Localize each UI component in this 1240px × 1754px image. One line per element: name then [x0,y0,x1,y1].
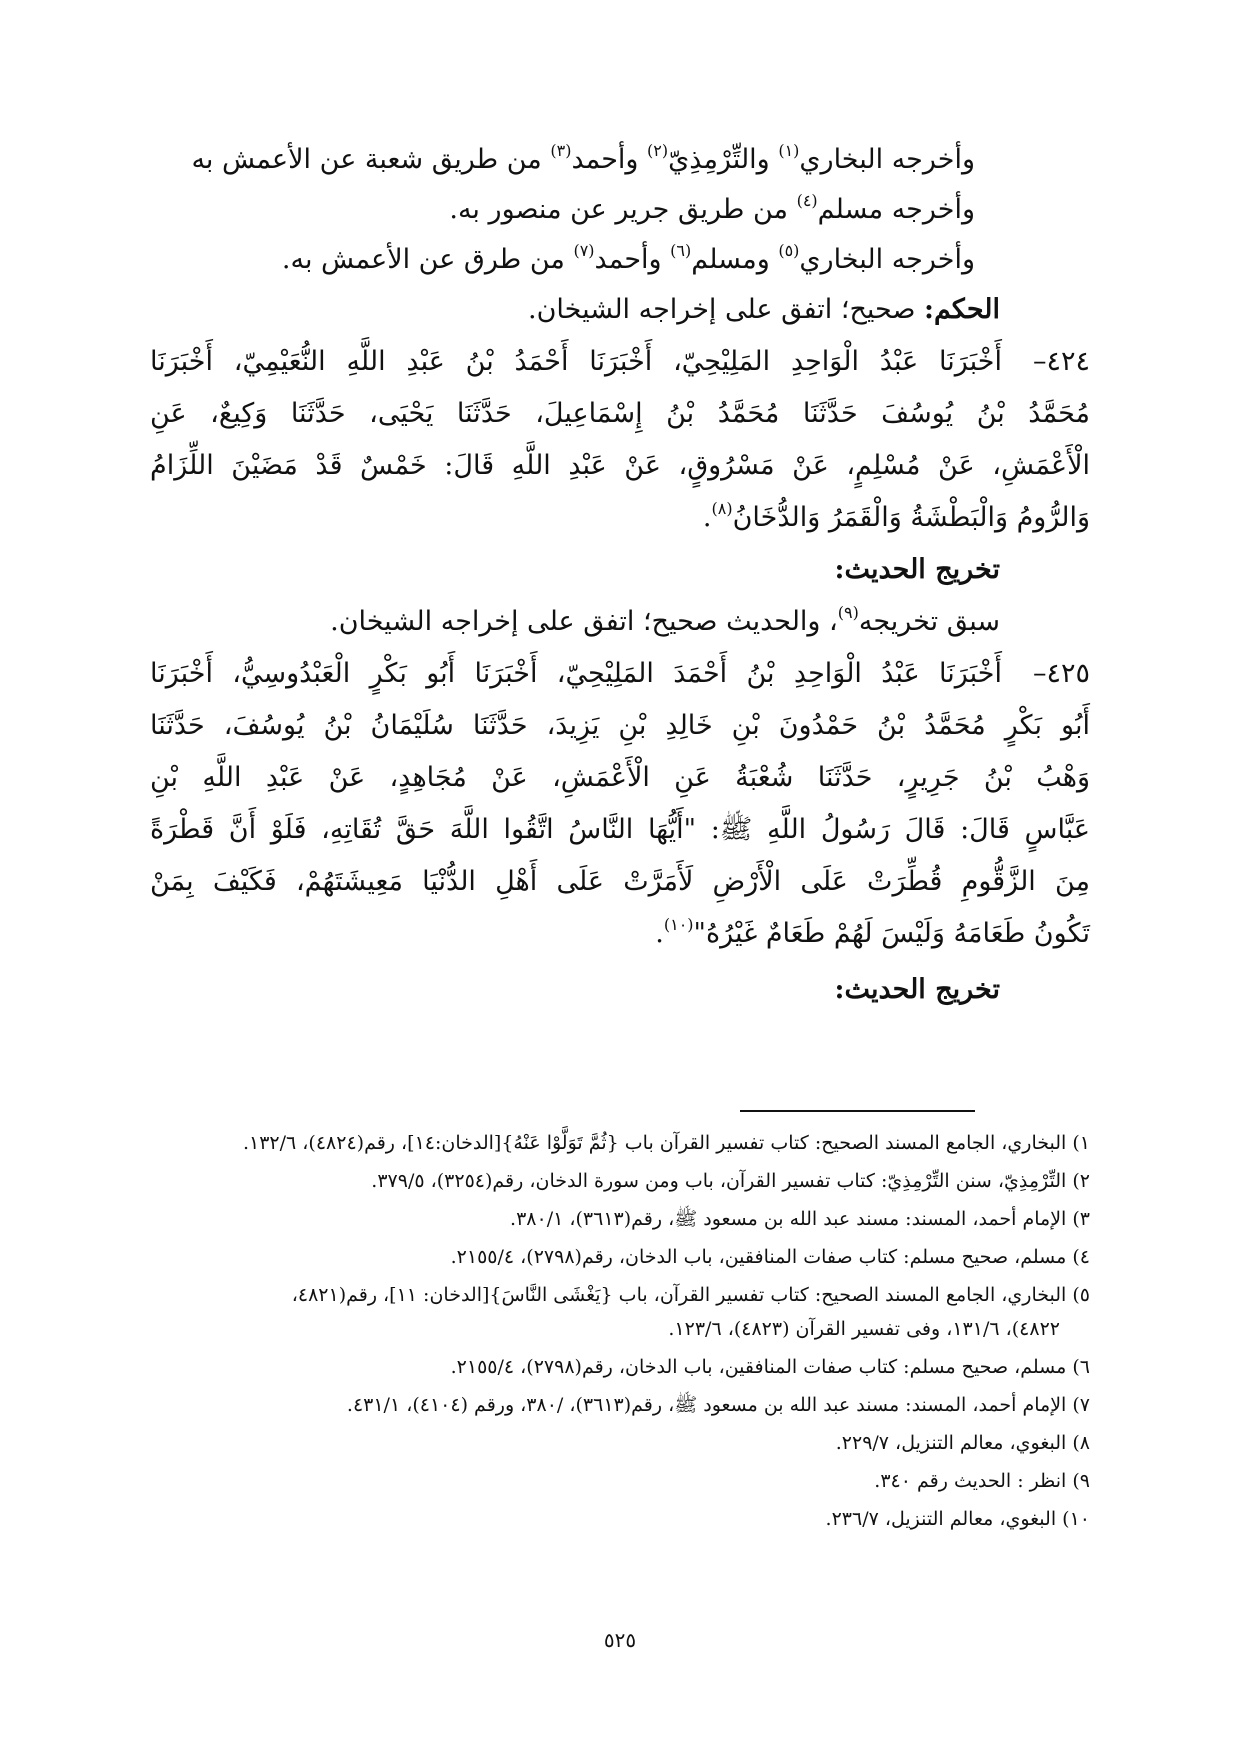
text-run: من طرق عن الأعمش به. [281,244,574,275]
hadith-424-line-2 [150,392,1090,436]
footnote-marker[interactable]: (٨) [711,499,733,518]
text-run: وأخرجه البخاري [799,144,975,175]
footnote-text: ٤٨٢٢)، ١٣١/٦، وفى تفسير القرآن (٤٨٢٣)، ١٢٣/٦. [668,1318,1060,1340]
hadith-425-line-4 [150,808,1090,852]
text-run: . [655,918,664,949]
footnote-marker[interactable]: (٩) [837,603,859,622]
text-line [150,238,975,282]
ruling-text: صحيح؛ اتفق على إخراجه الشيخان. [528,294,924,325]
footnote-marker[interactable]: (٥) [778,241,800,260]
footnote-10 [150,1504,1090,1534]
hadith-425-line-2 [150,704,1090,748]
footnote-text: ٢) التِّرْمِذِيّ، سنن التِّرْمِذِيّ: كتاب تفسير القرآن، باب ومن سورة الدخان، رقم(٣٢٥٤)، ٣٧٩/٥. [371,1170,1090,1192]
text-line [150,600,1000,644]
text-run: سبق تخريجه [858,606,1000,637]
text-run: وَالرُّومُ وَالْبَطْشَةُ وَالْقَمَرُ وَالدُّخَانُ [732,502,1090,533]
heading-text: تخريج الحديث: [834,974,1000,1005]
footnote-5-line-1 [150,1280,1090,1310]
footnote-separator [740,1110,975,1112]
text-run: ومسلم [691,244,779,275]
ruling-line [150,288,1000,332]
footnote-3 [150,1204,1090,1234]
text-line [150,138,975,182]
footnote-marker[interactable]: (١) [778,141,800,160]
footnote-text: ٣) الإمام أحمد، المسند: مسند عبد الله بن مسعود ﷺ، رقم(٣٦١٣)، ٣٨٠/١. [510,1208,1090,1230]
text-run: . [702,502,712,533]
hadith-number: ٤٢٥– [1032,658,1090,689]
hadith-424-line-1 [150,340,1090,384]
text-run: وَهْبُ بْنُ جَرِيرٍ، حَدَّثَنَا شُعْبَةُ عَنِ الْأَعْمَشِ، عَنْ مُجَاهِدٍ، عَنْ عَبْدِ اللَّهِ بْنِ [150,762,1090,793]
hadith-425-line-1 [150,652,1090,696]
text-run: تَكُونُ طَعَامَهُ وَلَيْسَ لَهُمْ طَعَامٌ غَيْرُهُ" [693,918,1090,949]
text-line [150,188,975,232]
ruling-label: الحكم: [923,294,1000,325]
hadith-425-line-6 [150,912,1090,956]
heading-text: تخريج الحديث: [834,554,1000,585]
text-run: مِنَ الزَّقُّومِ قُطِّرَتْ عَلَى الْأَرْضِ لَأَمَرَّتْ عَلَى أَهْلِ الدُّنْيَا مَعِيشَتَهُمْ، فَكَيْفَ بِمَنْ [150,866,1090,897]
page-number: ٥٢٥ [603,1628,637,1652]
footnote-marker[interactable]: (٤) [796,191,818,210]
text-run: عَبَّاسٍ قَالَ: قَالَ رَسُولُ اللَّهِ ﷺ: "أَيُّهَا النَّاسُ اتَّقُوا اللَّهَ حَقَّ تُقَاتِهِ، فَلَوْ أَنَّ قَطْرَةً [150,814,1090,845]
footnote-8 [150,1428,1090,1458]
footnote-text: ١٠) البغوي، معالم التنزيل، ٢٣٦/٧. [825,1508,1090,1530]
footnote-text: ٩) انظر : الحديث رقم ٣٤٠. [874,1470,1090,1492]
text-run: من طريق شعبة عن الأعمش به [191,144,551,175]
footnote-9 [150,1466,1090,1496]
text-run: وأحمد [571,144,648,175]
text-run: وأخرجه البخاري [799,244,975,275]
text-run: ، والحديث صحيح؛ اتفق على إخراجه الشيخان. [330,606,838,637]
footnote-marker[interactable]: (٣) [550,141,572,160]
footnote-text: ٦) مسلم، صحيح مسلم: كتاب صفات المنافقين، باب الدخان، رقم(٢٧٩٨)، ٢١٥٥/٤. [450,1356,1090,1378]
footnote-marker[interactable]: (٧) [573,241,595,260]
footnote-6 [150,1352,1090,1382]
footnote-marker[interactable]: (٦) [670,241,692,260]
text-run: وأخرجه مسلم [817,194,975,225]
text-run: من طريق جرير عن منصور به. [449,194,797,225]
footnote-4 [150,1242,1090,1272]
text-run: وأحمد [594,244,671,275]
footnote-7 [150,1390,1090,1420]
hadith-424-line-3 [150,444,1090,488]
hadith-425-line-5 [150,860,1090,904]
section-heading [150,548,1000,592]
text-run: الْأَعْمَشِ، عَنْ مُسْلِمٍ، عَنْ مَسْرُوقٍ، عَنْ عَبْدِ اللَّهِ قَالَ: خَمْسٌ قَدْ مَضَيْنَ اللِّزَامُ [150,450,1090,481]
footnote-text: ٤) مسلم، صحيح مسلم: كتاب صفات المنافقين، باب الدخان، رقم(٢٧٩٨)، ٢١٥٥/٤. [450,1246,1090,1268]
text-run: أَخْبَرَنَا عَبْدُ الْوَاحِدِ بْنُ أَحْمَدَ المَلِيْحِيّ، أَخْبَرَنَا أَبُو بَكْرٍ الْعَبْدُوسِيُّ، أَخْبَرَنَا [150,658,1002,689]
footnote-text: ٥) البخاري، الجامع المسند الصحيح: كتاب تفسير القرآن، باب {يَغْشَى النَّاسَ}[الدخان: ١١]، رقم(٤٨٢١، [291,1284,1090,1306]
section-heading [150,968,1000,1012]
footnote-text: ١) البخاري، الجامع المسند الصحيح: كتاب تفسير القرآن باب {ثُمَّ تَوَلَّوْا عَنْهُ}[الدخان:١٤]، رقم(٤٨٢٤)، ١٣٢/٦. [242,1132,1090,1154]
footnote-1 [150,1128,1090,1158]
footnote-5-line-2 [150,1314,1060,1344]
footnote-2 [150,1166,1090,1196]
text-run: مُحَمَّدُ بْنُ يُوسُفَ حَدَّثَنَا مُحَمَّدُ بْنُ إِسْمَاعِيلَ، حَدَّثَنَا يَحْيَى، حَدَّثَنَا وَكِيعٌ، عَنِ [150,398,1090,429]
footnote-marker[interactable]: (٢) [647,141,669,160]
footnote-text: ٨) البغوي، معالم التنزيل، ٢٢٩/٧. [835,1432,1090,1454]
hadith-424-line-4 [150,496,1090,540]
footnote-text: ٧) الإمام أحمد، المسند: مسند عبد الله بن مسعود ﷺ، رقم(٣٦١٣)، /٣٨٠، ورقم (٤١٠٤)، ٤٣١/١. [346,1394,1090,1416]
text-run: والتِّرْمِذِيّ [668,144,779,175]
text-run: أَبُو بَكْرٍ مُحَمَّدُ بْنُ حَمْدُونَ بْنِ خَالِدِ بْنِ يَزِيدَ، حَدَّثَنَا سُلَيْمَانُ بْنُ يُوسُفَ، حَدَّثَنَا [150,710,1090,741]
hadith-number: ٤٢٤– [1032,346,1090,377]
hadith-425-line-3 [150,756,1090,800]
text-run: أَخْبَرَنَا عَبْدُ الْوَاحِدِ المَلِيْحِيّ، أَخْبَرَنَا أَحْمَدُ بْنُ عَبْدِ اللَّهِ النُّعَيْمِيّ، أَخْبَرَنَا [150,346,1002,377]
footnote-marker[interactable]: (١٠) [663,915,694,934]
